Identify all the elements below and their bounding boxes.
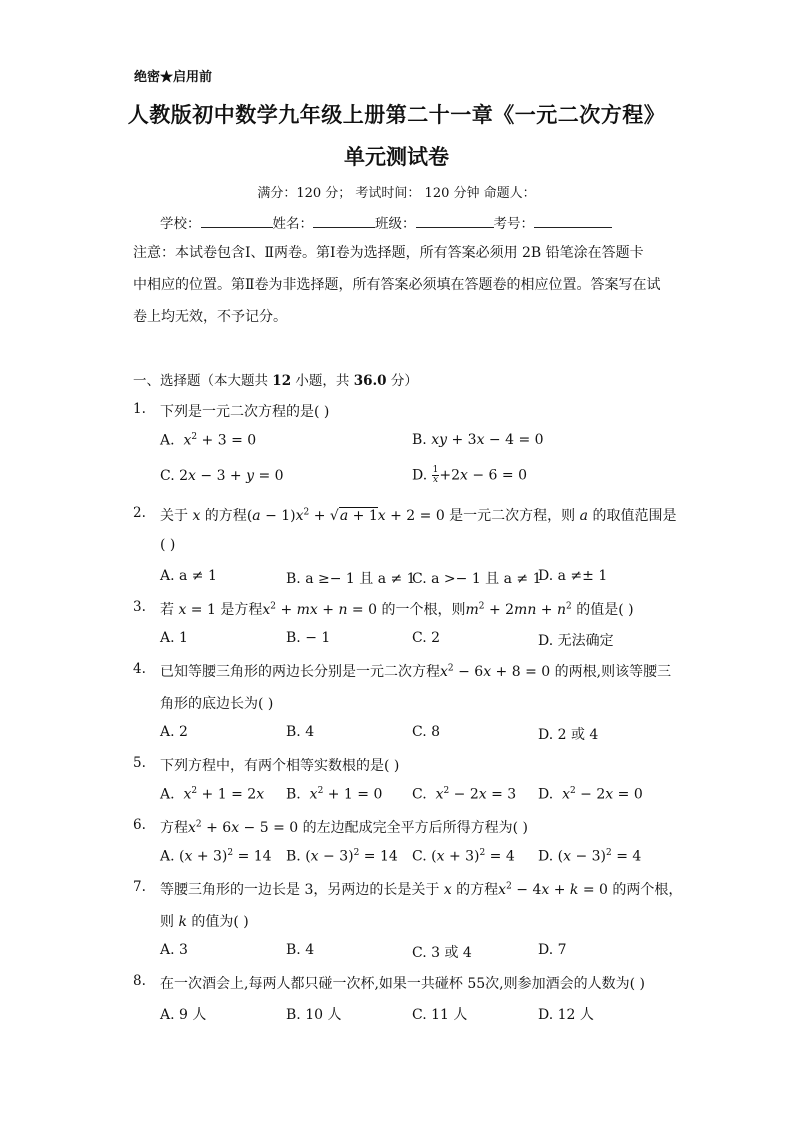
question-number: 7.	[133, 879, 146, 895]
option-b[interactable]: B. 10 人	[286, 1007, 342, 1023]
option-b[interactable]: B. a ≥− 1 且 a ≠ 1	[286, 571, 416, 587]
option-b[interactable]: B. $(x - 3)^2 = 14$	[286, 848, 398, 865]
option-c[interactable]: C. 2x − 3 + y = 0	[160, 468, 284, 484]
number-label: 考号：	[493, 216, 534, 232]
notice-line-3: 卷上均无效，不予记分。	[133, 309, 287, 325]
notice-line-1: 注意：本试卷包含Ⅰ、Ⅱ两卷。第Ⅰ卷为选择题，所有答案必须用 2B 铅笔涂在答题卡	[133, 245, 644, 261]
question-stem-cont: 角形的底边长为( )	[160, 696, 274, 712]
option-d[interactable]: D. $(x - 3)^2 = 4$	[538, 848, 642, 865]
student-info-row	[160, 212, 612, 232]
option-c[interactable]: C. $(x + 3)^2 = 4$	[412, 848, 515, 865]
section-title-pre: 一、选择题（本大题共	[133, 373, 273, 389]
section-title-post: 分）	[386, 373, 418, 389]
option-c[interactable]: C. 8	[412, 724, 441, 740]
question-stem: 等腰三角形的一边长是 3，另两边的长是关于 x 的方程$x^2 - 4x + k = 0$ 的两个根，	[160, 881, 683, 898]
class-label: 班级：	[375, 216, 416, 232]
name-label: 姓名：	[272, 216, 313, 232]
question-number: 5.	[133, 755, 146, 771]
option-c[interactable]: C. 11 人	[412, 1007, 468, 1023]
option-a[interactable]: A. 3	[160, 942, 188, 958]
option-d[interactable]: D. $x^2 - 2x = 0$	[538, 786, 643, 803]
option-c[interactable]: C. a >− 1 且 a ≠ 1	[412, 571, 542, 587]
number-blank[interactable]	[534, 213, 612, 228]
class-blank[interactable]	[416, 213, 494, 228]
option-a[interactable]: A. 9 人	[160, 1007, 207, 1023]
question-number: 6.	[133, 817, 146, 833]
question-number: 3.	[133, 599, 146, 615]
question-number: 2.	[133, 505, 146, 521]
question-stem: 下列是一元二次方程的是( )	[160, 404, 330, 420]
question-number: 8.	[133, 973, 146, 989]
question-stem-cont: 则 k 的值为( )	[160, 914, 249, 930]
question-stem: 下列方程中，有两个相等实数根的是( )	[160, 758, 400, 774]
question-number: 1.	[133, 401, 146, 417]
question-number: 4.	[133, 661, 146, 677]
answer-paren: ( )	[160, 537, 176, 553]
option-d[interactable]: D. 无法确定	[538, 633, 614, 649]
option-d[interactable]: D. $\frac{1}{x}$ +2x − 6 = 0	[412, 465, 527, 485]
exam-subtitle: 单元测试卷	[344, 144, 449, 169]
option-c[interactable]: C. 3 或 4	[412, 945, 472, 961]
option-d[interactable]: D. a ≠± 1	[538, 568, 608, 584]
option-a[interactable]: A. $x^2 + 3 = 0$	[160, 432, 257, 449]
option-b[interactable]: B. 4	[286, 724, 315, 740]
section-heading	[133, 369, 418, 389]
exam-meta: 满分：120 分； 考试时间： 120 分钟 命题人：	[257, 186, 536, 201]
question-stem: 方程$x^2 + 6x - 5 = 0$ 的左边配成完全平方后所得方程为( )	[160, 819, 528, 836]
question-stem: 在一次酒会上,每两人都只碰一次杯,如果一共碰杯 55次,则参加酒会的人数为( )	[160, 976, 645, 992]
option-a[interactable]: A. 2	[160, 724, 188, 740]
section-title-mid: 小题，共	[291, 373, 354, 389]
option-c[interactable]: C. 2	[412, 630, 441, 646]
option-d[interactable]: D. 2 或 4	[538, 727, 599, 743]
option-b[interactable]: B. − 1	[286, 630, 331, 646]
option-b[interactable]: B. $x^2 + 1 = 0$	[286, 786, 383, 803]
option-c[interactable]: C. $x^2 - 2x = 3$	[412, 786, 517, 803]
option-d[interactable]: D. 7	[538, 942, 567, 958]
question-stem: 已知等腰三角形的两边长分别是一元二次方程$x^2 - 6x + 8 = 0$ 的两根,则该等腰三	[160, 663, 672, 680]
question-stem: 若 x = 1 是方程$x^2$ + mx + n = 0 的一个根，则$m^2 + 2mn + n^2$ 的值是( )	[160, 601, 634, 618]
school-blank[interactable]	[201, 213, 273, 228]
option-b[interactable]: B. xy + 3x − 4 = 0	[412, 432, 544, 448]
option-a[interactable]: A. 1	[160, 630, 188, 646]
name-blank[interactable]	[313, 213, 375, 228]
option-a[interactable]: A. $(x + 3)^2 = 14$	[160, 848, 272, 865]
question-stem: 关于 x 的方程$(a - 1)x^2 + √a + 1x + 2 = 0$ 是一元二次方程，则 a 的取值范围是	[160, 507, 677, 524]
notice-line-2: 中相应的位置。第Ⅱ卷为非选择题，所有答案必须填在答题卷的相应位置。答案写在试	[133, 277, 661, 293]
section-count: 12	[272, 373, 292, 389]
option-d[interactable]: D. 12 人	[538, 1007, 594, 1023]
option-b[interactable]: B. 4	[286, 942, 315, 958]
option-a[interactable]: A. $x^2 + 1 = 2x$	[160, 786, 265, 803]
school-label: 学校：	[160, 216, 201, 232]
section-score: 36.0	[353, 373, 387, 389]
exam-title: 人教版初中数学九年级上册第二十一章《一元二次方程》	[127, 102, 666, 127]
confidential-label: 绝密★启用前	[134, 70, 213, 85]
option-a[interactable]: A. a ≠ 1	[160, 568, 217, 584]
